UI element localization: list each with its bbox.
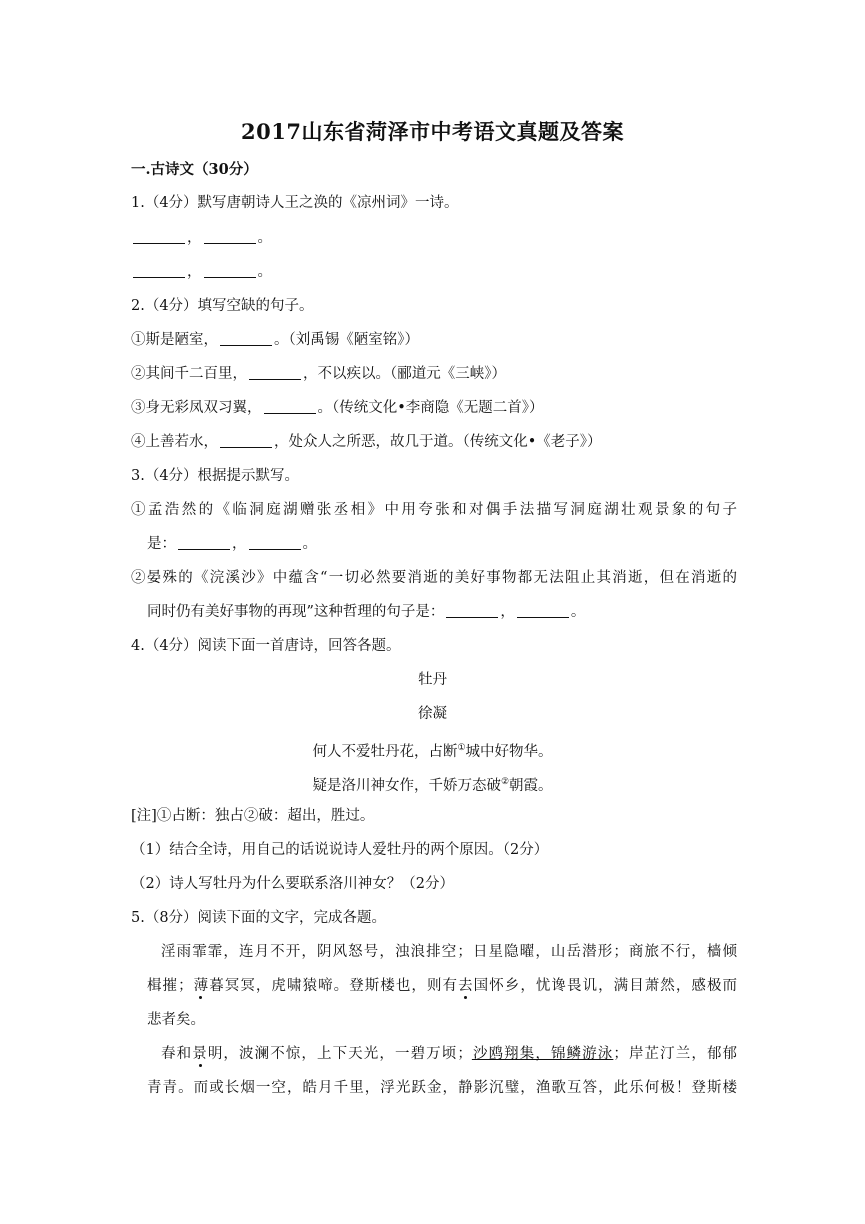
q2-item-b: ②其间千二百里， ，不以疾以。（郦道元《三峡》）	[131, 366, 506, 382]
question-4: 4.（4分）阅读下面一首唐诗，回答各题。	[131, 638, 401, 654]
emphasis-dot-char: 去	[458, 978, 474, 994]
underlined-phrase: 沙鸥翔集，锦鳞游泳	[471, 1046, 614, 1062]
answer-blank[interactable]	[133, 263, 185, 278]
passage-paragraph-1-line-2: 楫摧；薄暮冥冥，虎啸猿啼。登斯楼也，则有去国怀乡，忧谗畏讥，满目萧然，感极而	[147, 978, 738, 994]
passage-paragraph-1-line-1: 淫雨霏霏，连月不开，阴风怒号，浊浪排空；日星隐曜，山岳潜形；商旅不行，樯倾	[161, 944, 737, 960]
q2-item-a: ①斯是陋室， 。（刘禹锡《陋室铭》）	[131, 332, 419, 348]
answer-blank[interactable]	[204, 263, 256, 278]
answer-blank[interactable]	[517, 603, 569, 618]
answer-blank[interactable]	[220, 331, 272, 346]
poem-line-1: 何人不爱牡丹花，占断①城中好物华。	[312, 743, 553, 760]
question-1: 1.（4分）默写唐朝诗人王之涣的《凉州词》一诗。	[131, 195, 459, 211]
footnote-marker: ①	[457, 743, 466, 753]
q3-item-b-line-2: 同时仍有美好事物的再现”这种哲理的句子是： ， 。	[147, 604, 586, 620]
answer-blank[interactable]	[264, 399, 316, 414]
emphasis-dot-char: 薄	[192, 978, 210, 994]
page-title: 2017山东省菏泽市中考语文真题及答案	[241, 119, 624, 144]
q1-answer-line-1: ， 。	[131, 228, 272, 248]
answer-blank[interactable]	[249, 365, 301, 380]
question-3: 3.（4分）根据提示默写。	[131, 468, 300, 484]
question-2: 2.（4分）填写空缺的句子。	[131, 298, 314, 314]
poem-author: 徐凝	[418, 706, 447, 722]
q4-subquestion-1: （1）结合全诗，用自己的话说说诗人爱牡丹的两个原因。（2分）	[131, 842, 549, 858]
section-heading: 一.古诗文（30分）	[131, 161, 258, 178]
q2-item-d: ④上善若水， ，处众人之所恶，故几于道。（传统文化•《老子》）	[131, 434, 602, 450]
q2-item-c: ③身无彩凤双习翼， 。（传统文化•李商隐《无题二首》）	[131, 400, 544, 416]
q1-answer-line-2: ， 。	[131, 262, 272, 282]
poem-line-2: 疑是洛川神女作，千娇万态破②朝霞。	[312, 777, 553, 794]
passage-paragraph-1-line-3: 悲者矣。	[147, 1012, 205, 1028]
poem-note: [注]①占断：独占②破：超出，胜过。	[131, 808, 375, 824]
q3-item-b-line-1: ②晏殊的《浣溪沙》中蕴含“一切必然要消逝的美好事物都无法阻止其消逝，但在消逝的	[131, 570, 737, 586]
passage-paragraph-2-line-1: 春和景明，波澜不惊，上下天光，一碧万顷；沙鸥翔集，锦鳞游泳；岸芷汀兰，郁郁	[161, 1046, 738, 1062]
answer-blank[interactable]	[178, 535, 230, 550]
answer-blank[interactable]	[133, 229, 185, 244]
q4-subquestion-2: （2）诗人写牡丹为什么要联系洛川神女？（2分）	[131, 876, 454, 892]
answer-blank[interactable]	[446, 603, 498, 618]
q3-item-a-line-2: 是： ， 。	[147, 536, 317, 552]
answer-blank[interactable]	[204, 229, 256, 244]
answer-blank[interactable]	[249, 535, 301, 550]
passage-paragraph-2-line-2: 青青。而或长烟一空，皓月千里，浮光跃金，静影沉璧，渔歌互答，此乐何极！登斯楼	[147, 1080, 737, 1096]
q3-item-a-line-1: ①孟浩然的《临洞庭湖赠张丞相》中用夸张和对偶手法描写洞庭湖壮观景象的句子	[131, 502, 737, 518]
footnote-marker: ②	[500, 777, 510, 787]
question-5: 5.（8分）阅读下面的文字，完成各题。	[131, 910, 387, 926]
poem-title: 牡丹	[418, 672, 447, 688]
answer-blank[interactable]	[220, 433, 272, 448]
emphasis-dot-char: 景	[192, 1046, 208, 1062]
